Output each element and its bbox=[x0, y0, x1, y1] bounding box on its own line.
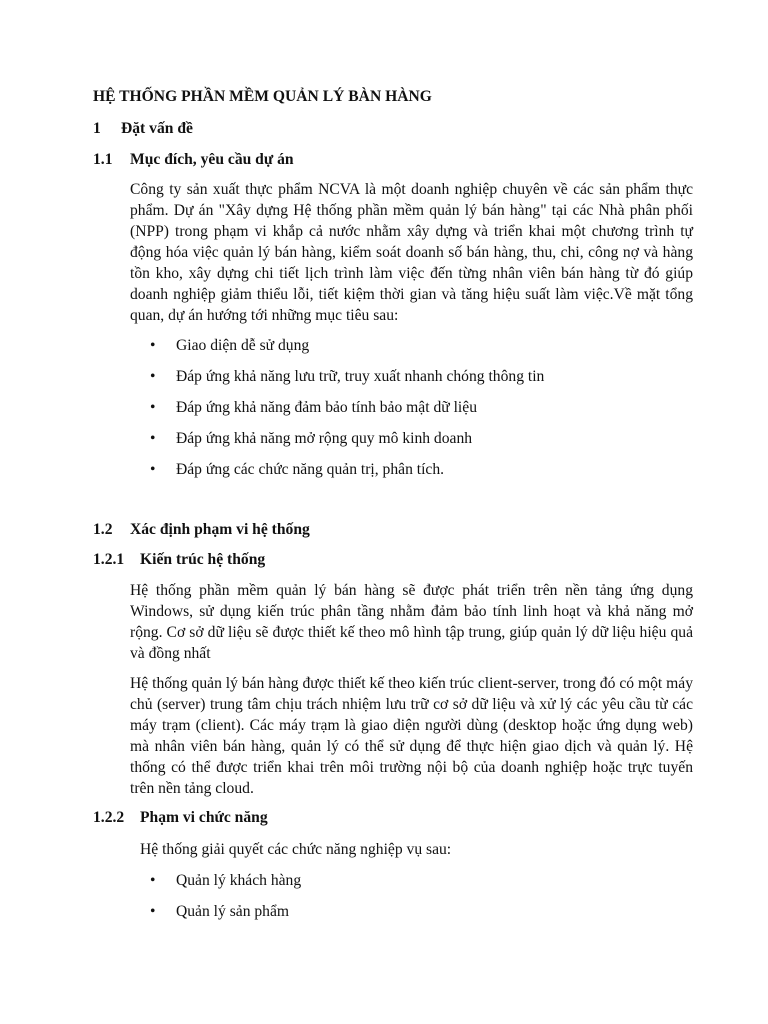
heading-1-2-1 bbox=[93, 549, 265, 570]
bullet-icon: • bbox=[150, 399, 156, 416]
bullet-icon: • bbox=[150, 461, 156, 478]
list-item: • Quản lý sản phẩm bbox=[150, 903, 290, 920]
bullet-icon: • bbox=[150, 430, 156, 447]
bullet-list-functions bbox=[150, 870, 301, 932]
heading-1-2-title: Xác định phạm vi hệ thống bbox=[130, 521, 310, 538]
list-item: • Quản lý khách hàng bbox=[150, 872, 302, 889]
heading-1-2-2-number: 1.2.2 bbox=[93, 809, 125, 826]
heading-1-2-1-title: Kiến trúc hệ thống bbox=[140, 551, 266, 568]
bullet-icon: • bbox=[150, 368, 156, 385]
heading-1-1-title: Mục đích, yêu cầu dự án bbox=[130, 151, 294, 168]
paragraph-architecture-2: Hệ thống quản lý bán hàng được thiết kế theo kiến trúc client-server, trong đó có một máy chủ (server) trung tâm chịu trách nhiệm lưu trữ cơ sở dữ liệu và xử lý các yêu cầu từ các máy trạm (client). Các máy trạm là giao diện người dùng (desktop hoặc ứng dụng web) mà nhân viên bán hàng, quản lý có thể sử dụng để thực hiện giao dịch và quản lý. Hệ thống có thể được triển khai trên môi trường nội bộ của doanh nghiệp hoặc trực tuyến trên nền tảng cloud. bbox=[130, 675, 693, 797]
list-item: • Giao diện dễ sử dụng bbox=[150, 337, 310, 354]
bullet-icon: • bbox=[150, 903, 156, 920]
heading-1 bbox=[93, 118, 193, 139]
heading-1-2-2 bbox=[93, 807, 268, 828]
list-item: • Đáp ứng khả năng mở rộng quy mô kinh doanh bbox=[150, 430, 473, 447]
heading-1-2 bbox=[93, 519, 310, 540]
heading-1-number: 1 bbox=[93, 120, 101, 137]
heading-1-2-1-number: 1.2.1 bbox=[93, 551, 125, 568]
list-item: • Đáp ứng khả năng đảm bảo tính bảo mật dữ liệu bbox=[150, 399, 477, 416]
heading-1-2-2-title: Phạm vi chức năng bbox=[140, 809, 268, 826]
bullet-icon: • bbox=[150, 872, 156, 889]
list-item: • Đáp ứng các chức năng quản trị, phân tích. bbox=[150, 461, 445, 478]
bullet-list-goals bbox=[150, 335, 544, 490]
list-item: • Đáp ứng khả năng lưu trữ, truy xuất nhanh chóng thông tin bbox=[150, 368, 545, 385]
paragraph-architecture-1: Hệ thống phần mềm quản lý bán hàng sẽ được phát triển trên nền tảng ứng dụng Windows, sử dụng kiến trúc phân tầng nhằm đảm bảo tính linh hoạt và khả năng mở rộng. Cơ sở dữ liệu sẽ được thiết kế theo mô hình tập trung, giúp quản lý dữ liệu hiệu quả và đồng nhất bbox=[130, 582, 693, 662]
heading-1-1 bbox=[93, 149, 294, 170]
paragraph-purpose: Công ty sản xuất thực phẩm NCVA là một doanh nghiệp chuyên về các sản phẩm thực phẩm. Dự án "Xây dựng Hệ thống phần mềm quản lý bán hàng" tại các Nhà phân phối (NPP) trong phạm vi khắp cả nước nhằm xây dựng và triển khai một chương trình tự động hóa việc quản lý bán hàng, kiểm soát doanh số bán hàng, thu, chi, công nợ và hàng tồn kho, xây dựng chi tiết lịch trình làm việc đến từng nhân viên bán hàng từ đó giúp doanh nghiệp giảm thiểu lỗi, tiết kiệm thời gian và tăng hiệu suất làm việc.Về mặt tổng quan, dự án hướng tới những mục tiêu sau: bbox=[130, 181, 693, 324]
document-title: HỆ THỐNG PHẦN MỀM QUẢN LÝ BÀN HÀNG bbox=[93, 88, 432, 105]
heading-1-2-number: 1.2 bbox=[93, 521, 113, 538]
heading-1-1-number: 1.1 bbox=[93, 151, 113, 168]
paragraph-functions: Hệ thống giải quyết các chức năng nghiệp vụ sau: bbox=[140, 841, 452, 858]
bullet-icon: • bbox=[150, 337, 156, 354]
heading-1-title: Đặt vấn đề bbox=[121, 120, 193, 137]
